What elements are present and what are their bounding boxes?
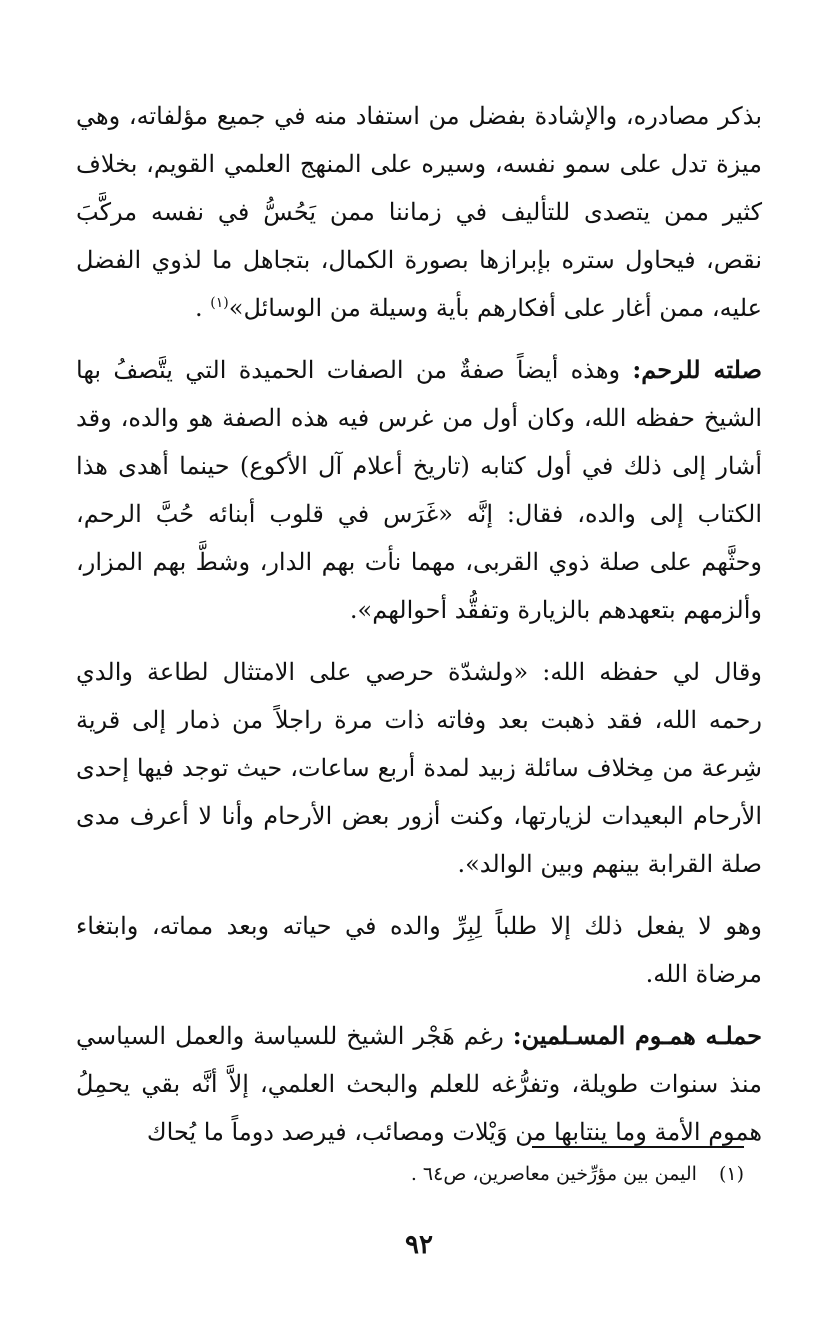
- paragraph-2: [76, 346, 762, 634]
- paragraph-text: وهو لا يفعل ذلك إلا طلباً لِبِرِّ والده في حياته وبعد مماته، وابتغاء مرضاة الله.: [76, 912, 762, 988]
- paragraph-tail: .: [195, 294, 211, 322]
- paragraph-3: [76, 648, 762, 888]
- paragraph-text: وقال لي حفظه الله: «ولشدّة حرصي على الامتثال لطاعة والدي رحمه الله، فقد ذهبت بعد وفاته ذات مرة راجلاً من ذمار إلى قرية شِرعة من مِخلاف سائلة زبيد لمدة أربع ساعات، حيث توجد فيها إحدى الأرحام البعيدات لزيارتها، وكنت أزور بعض الأرحام وأنا لا أعرف مدى صلة القرابة بينهم وبين الوالد».: [76, 658, 762, 878]
- page-number: ٩٢: [405, 1230, 433, 1260]
- footnote-number: (١): [718, 1163, 744, 1185]
- paragraph-text: بذكر مصادره، والإشادة بفضل من استفاد منه في جميع مؤلفاته، وهي ميزة تدل على سمو نفسه، وسيره على المنهج العلمي القويم، بخلاف كثير ممن يتصدى للتأليف في زماننا ممن يَحُسُّ في نفسه مركَّبَ نقص، فيحاول ستره بإبرازها بصورة الكمال، بتجاهل ما لذوي الفضل عليه، ممن أغار على أفكارهم بأية وسيلة من الوسائل»: [76, 102, 763, 322]
- footnote-divider: [532, 1146, 744, 1148]
- paragraph-text: رغم هَجْر الشيخ للسياسة والعمل السياسي منذ سنوات طويلة، وتفرُّغه للعلم والبحث العلمي، إلاَّ أنَّه بقي يحمِلُ هموم الأمة وما ينتابها من وَيْلات ومصائب، فيرصد دوماً ما يُحاك: [76, 1022, 762, 1146]
- paragraph-4: [76, 902, 762, 998]
- paragraph-text: وهذه أيضاً صفةٌ من الصفات الحميدة التي يتَّصفُ بها الشيخ حفظه الله، وكان أول من غرس فيه هذه الصفة هو والده، وقد أشار إلى ذلك في أول كتابه (تاريخ أعلام آل الأكوع) حينما أهدى هذا الكتاب إلى والده، فقال: إنَّه «غَرَس في قلوب أبنائه حُبَّ الرحم، وحثَّهم على صلة ذوي القربى، مهما نأت بهم الدار، وشطَّ بهم المزار، وألزمهم بتعهدهم بالزيارة وتفقُّد أحوالهم».: [76, 356, 762, 624]
- paragraph-5: [76, 1012, 762, 1156]
- footnote: [76, 1160, 744, 1188]
- footnote-text: اليمن بين مؤرِّخين معاصرين، ص٦٤ .: [410, 1163, 697, 1185]
- footnote-reference[interactable]: (١): [210, 295, 229, 311]
- paragraph-1: [76, 92, 762, 332]
- paragraph-lead: صلته للرحم:: [632, 355, 762, 384]
- paragraph-lead: حملـه همـوم المسـلمين:: [512, 1021, 762, 1050]
